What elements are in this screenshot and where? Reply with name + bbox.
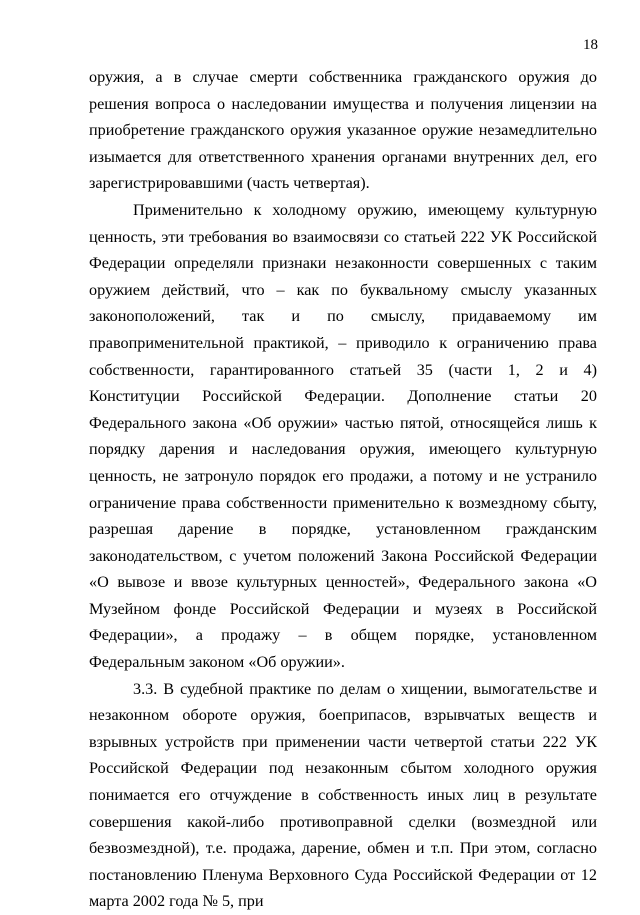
page-number: 18	[583, 37, 598, 53]
paragraph-cold-weapons-cultural-value: Применительно к холодному оружию, имеющему культурную ценность, эти требования во взаимосвязи со статьей 222 УК Российской Федерации определяли признаки незаконности совершенных с таким оружием действий, что – как по буквальному смыслу указанных законоположений, так и по смыслу, придаваемому им правоприменительной практикой, – приводило к ограничению права собственности, гарантированного статьей 35 (части 1, 2 и 4) Конституции Российской Федерации. Дополнение статьи 20 Федерального закона «Об оружии» частью пятой, относящейся лишь к порядку дарения и наследования оружия, имеющего культурную ценность, не затронуло порядок его продажи, а потому и не устранило ограничение права собственности применительно к возмездному сбыту, разрешая дарение в порядке, установленном гражданским законодательством, с учетом положений Закона Российской Федерации «О вывозе и ввозе культурных ценностей», Федерального закона «О Музейном фонде Российской Федерации и музеях в Российской Федерации», а продажу – в общем порядке, установленном Федеральным законом «Об оружии».	[89, 200, 597, 672]
document-body	[89, 64, 597, 915]
paragraph-judicial-practice: 3.3. В судебной практике по делам о хищении, вымогательстве и незаконном обороте оружия, боеприпасов, взрывчатых веществ и взрывных устройств при применении части четвертой статьи 222 УК Российской Федерации под незаконным сбытом холодного оружия понимается его отчуждение в собственность иных лиц в результате совершения какой-либо противоправной сделки (возмездной или безвозмездной), т.е. продажа, дарение, обмен и т.п. При этом, согласно постановлению Пленума Верховного Суда Российской Федерации от 12 марта 2002 года № 5, при	[89, 679, 597, 911]
paragraph-continuation: оружия, а в случае смерти собственника гражданского оружия до решения вопроса о наследовании имущества и получения лицензии на приобретение гражданского оружия указанное оружие незамедлительно изымается для ответственного хранения органами внутренних дел, его зарегистрировавшими (часть четвертая).	[89, 68, 597, 193]
